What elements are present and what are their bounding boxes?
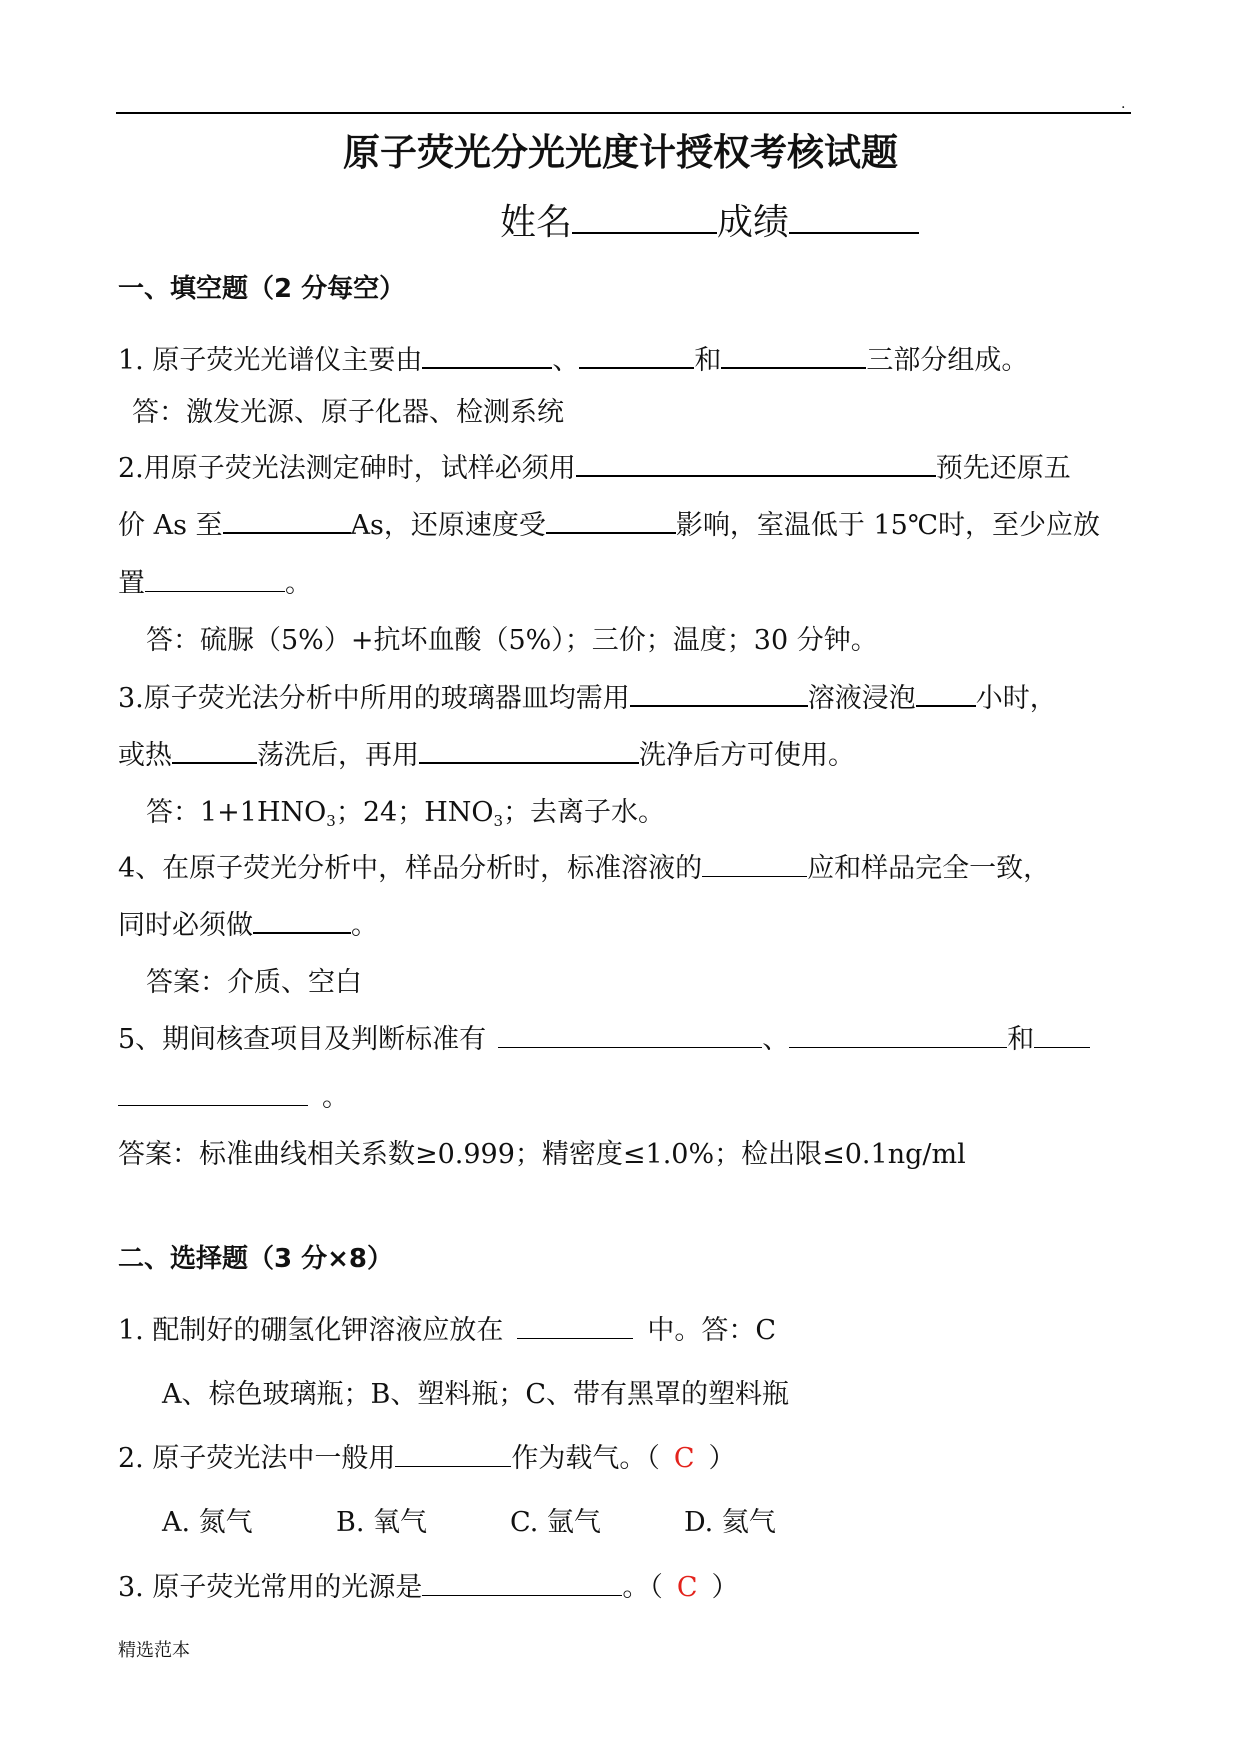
s1-q5-blank1[interactable] xyxy=(498,1021,762,1048)
s2-q1-blank[interactable] xyxy=(517,1312,633,1339)
page-title: 原子荧光分光光度计授权考核试题 xyxy=(343,131,898,174)
s1-q2-line3 xyxy=(118,561,312,600)
s2-q2-text2: 作为载气。（ xyxy=(511,1443,660,1474)
s1-q3-line2 xyxy=(118,733,855,772)
s1-q2-line1 xyxy=(118,446,1071,485)
s1-q1-answer: 答：激发光源、原子化器、检测系统 xyxy=(132,397,564,428)
s1-q3-text6: 洗净后方可使用。 xyxy=(639,740,855,771)
s1-q2-text2: 预先还原五 xyxy=(935,453,1071,484)
section2-heading: 二、选择题（3 分×8） xyxy=(118,1244,394,1274)
s2-q2-option-d: D. 氦气 xyxy=(684,1507,776,1538)
s2-q1-options: A、棕色玻璃瓶；B、塑料瓶；C、带有黑罩的塑料瓶 xyxy=(162,1379,789,1410)
s1-q5-blank3[interactable] xyxy=(1034,1021,1090,1048)
s2-q1-line xyxy=(118,1308,776,1347)
s2-q3-blank[interactable] xyxy=(422,1569,622,1596)
s1-q3-answer xyxy=(146,790,665,830)
s1-q5-text1: 5、期间核查项目及判断标准有 xyxy=(118,1024,487,1055)
s1-q1-text: 1. 原子荧光光谱仪主要由 xyxy=(118,345,423,376)
s2-q3-answer: C xyxy=(676,1572,698,1603)
s1-q5-answer: 答案：标准曲线相关系数≥0.999；精密度≤1.0%；检出限≤0.1ng/ml xyxy=(118,1139,966,1170)
s1-q3-line1 xyxy=(118,676,1057,715)
s2-q2-text1: 2. 原子荧光法中一般用 xyxy=(118,1443,396,1474)
s1-q5-sep2: 和 xyxy=(1007,1024,1035,1055)
s1-q3-answer-b: ；24；HNO xyxy=(335,797,494,828)
s1-q3-blank3[interactable] xyxy=(172,736,257,764)
s1-q4-blank2[interactable] xyxy=(253,906,351,934)
score-blank[interactable] xyxy=(789,206,919,234)
s1-q2-text1: 2.用原子荧光法测定砷时，试样必须用 xyxy=(118,453,576,484)
s1-q3-text1: 3.原子荧光法分析中所用的玻璃器皿均需用 xyxy=(118,683,630,714)
s1-q3-answer-c: ；去离子水。 xyxy=(503,797,666,828)
s1-q2-text5: 影响，室温低于 15℃时，至少应放 xyxy=(675,510,1101,541)
s1-q5-text2: 。 xyxy=(322,1082,349,1113)
s1-q1-blank1[interactable] xyxy=(422,341,552,369)
s1-q4-text1: 4、在原子荧光分析中，样品分析时，标准溶液的 xyxy=(118,853,703,884)
s1-q4-text3: 同时必须做 xyxy=(118,910,253,941)
s2-q3-text2: 。（ xyxy=(622,1572,663,1603)
s2-q2-blank[interactable] xyxy=(395,1440,511,1467)
s2-q2-option-c: C. 氩气 xyxy=(510,1507,601,1538)
s1-q3-text5: 荡洗后，再用 xyxy=(257,740,419,771)
name-label: 姓名 xyxy=(500,202,573,243)
s1-q3-blank2[interactable] xyxy=(916,679,976,707)
s1-q4-text2: 应和样品完全一致， xyxy=(807,853,1051,884)
s1-q2-text6: 置 xyxy=(118,568,145,599)
s2-q3-line xyxy=(118,1565,739,1604)
s1-q1-line xyxy=(118,338,1028,377)
s1-q3-sub2: 3 xyxy=(493,812,504,830)
s1-q3-sub1: 3 xyxy=(326,812,336,830)
footer-text: 精选范本 xyxy=(118,1640,190,1661)
s1-q2-blank3[interactable] xyxy=(546,506,676,534)
header-dot: . xyxy=(1121,96,1126,112)
s1-q2-text3: 价 As 至 xyxy=(118,510,223,541)
s1-q5-line2 xyxy=(118,1075,349,1114)
s1-q2-answer: 答：硫脲（5%）+抗坏血酸（5%）；三价；温度；30 分钟。 xyxy=(146,625,878,656)
s1-q2-text7: 。 xyxy=(285,568,312,599)
s1-q1-blank2[interactable] xyxy=(579,341,694,369)
s1-q4-line2 xyxy=(118,903,378,942)
s1-q3-text4: 或热 xyxy=(118,740,172,771)
s1-q4-line1 xyxy=(118,846,1050,885)
s2-q2-option-b: B. 氧气 xyxy=(336,1507,428,1538)
s2-q2-text3: ） xyxy=(708,1443,736,1474)
s1-q3-blank1[interactable] xyxy=(630,679,808,707)
name-blank[interactable] xyxy=(572,206,717,234)
s1-q2-blank1[interactable] xyxy=(576,449,936,477)
s1-q1-text-end: 三部分组成。 xyxy=(866,345,1029,376)
s1-q2-blank4[interactable] xyxy=(145,565,285,592)
s2-q3-text1: 3. 原子荧光常用的光源是 xyxy=(118,1572,423,1603)
header-rule xyxy=(116,112,1131,114)
s1-q4-blank1[interactable] xyxy=(702,850,807,877)
s2-q1-text2: 中。答：C xyxy=(647,1315,777,1346)
s2-q3-text3: ） xyxy=(711,1572,739,1603)
s1-q5-sep1: 、 xyxy=(762,1024,790,1055)
s2-q2-option-a: A. 氮气 xyxy=(162,1507,253,1538)
s2-q1-text1: 1. 配制好的硼氢化钾溶液应放在 xyxy=(118,1315,504,1346)
s1-q1-sep2: 和 xyxy=(694,345,722,376)
score-label: 成绩 xyxy=(717,202,790,243)
s1-q2-text4: As，还原速度受 xyxy=(350,510,546,541)
s1-q2-blank2[interactable] xyxy=(223,506,351,534)
s1-q1-blank3[interactable] xyxy=(721,341,866,369)
s1-q1-sep1: 、 xyxy=(552,345,580,376)
s1-q4-answer: 答案：介质、空白 xyxy=(146,967,362,998)
s1-q3-blank4[interactable] xyxy=(419,736,639,764)
s1-q5-blank4[interactable] xyxy=(118,1079,308,1106)
section1-heading: 一、填空题（2 分每空） xyxy=(118,274,406,304)
s2-q2-line xyxy=(118,1436,736,1475)
name-score-line xyxy=(500,194,919,245)
s1-q5-blank2[interactable] xyxy=(789,1021,1007,1048)
s1-q2-line2 xyxy=(118,503,1100,542)
s1-q5-line1 xyxy=(118,1017,1090,1056)
s1-q3-text2: 溶液浸泡 xyxy=(807,683,916,714)
s1-q4-text4: 。 xyxy=(351,910,378,941)
s2-q2-answer: C xyxy=(673,1443,695,1474)
s1-q3-answer-a: 答：1+1HNO xyxy=(146,797,327,828)
s1-q3-text3: 小时， xyxy=(975,683,1057,714)
